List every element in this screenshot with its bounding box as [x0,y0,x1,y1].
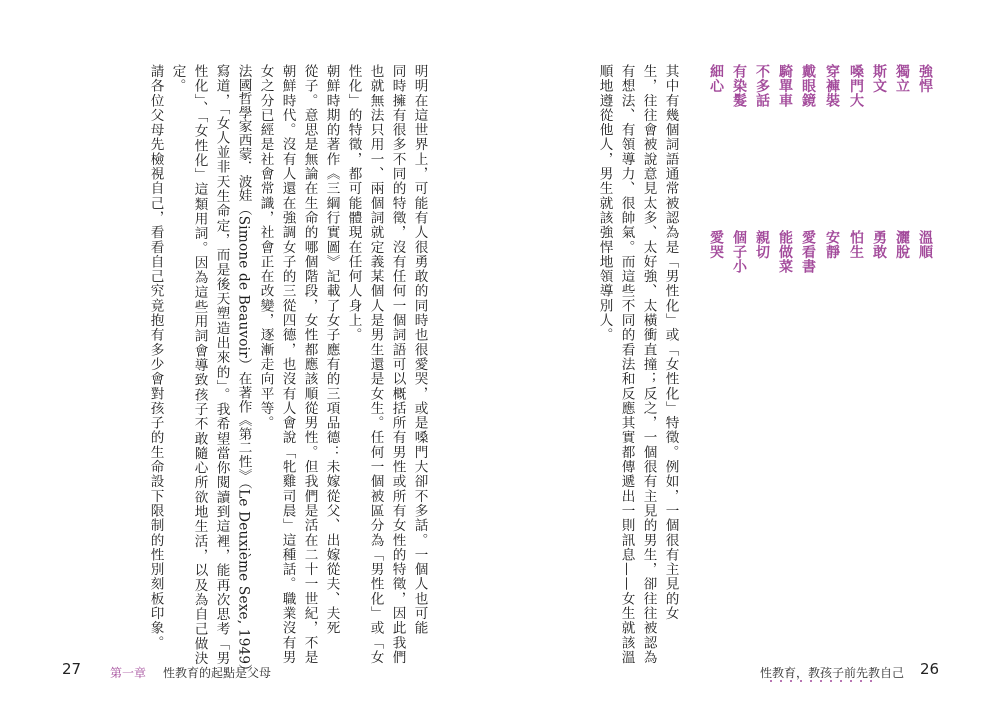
term-masculine-4: 嗓門大 [848,64,864,108]
term-feminine-8: 親切 [754,230,770,259]
term-feminine-5: 安靜 [824,230,840,259]
left-text-line-2: 同時擁有很多不同的特徵，沒有任何一個詞語可以概括所有男性或所有女性的特徵，因此我們 [389,64,406,665]
left-text-line-6: 從子。意思是無論在生命的哪個階段，女性都應該順從男性。但我們是活在二十一世紀，不是 [301,64,318,665]
term-masculine-3: 斯文 [871,64,887,93]
term-feminine-9: 個子小 [731,230,747,274]
term-masculine-6: 戴眼鏡 [800,64,816,108]
left-text-line-8: 女之分已經是社會常識，社會正在改變，逐漸走向平等。 [257,64,274,431]
term-feminine-4: 怕生 [848,230,864,259]
chapter-title: 性教育的起點是父母 [163,666,272,680]
term-feminine-1: 溫順 [917,230,933,259]
left-text-line-13: 請各位父母先檢視自己，看看自己究竟抱有多少會對孩子的生命設下限制的性別刻板印象。 [147,64,164,650]
left-text-line-7: 朝鮮時代。沒有人還在強調女子的三從四德，也沒有人會說「牝雞司晨」這種話。職業沒有男 [279,64,296,665]
term-masculine-5: 穿褲裝 [824,64,840,108]
decorative-dots [770,680,872,682]
running-header-title: 性教育，教孩子前先教自己 [760,666,905,680]
right-text-line-1: 其中有幾個詞語通常被認為是「男性化」或「女性化」特徵。例如，一個很有主見的女 [662,64,679,621]
term-feminine-3: 勇敢 [871,230,887,259]
right-text-line-3: 有想法、有領導力、很帥氣。而這些不同的看法和反應其實都傳遞出一則訊息——女生就該溫 [618,64,635,665]
term-masculine-10: 細心 [708,64,724,93]
left-text-line-11: 性化」、「女性化」這類用詞。因為這些用詞會導致孩子不敢隨心所欲地生活，以及為自己做決 [191,64,208,666]
term-feminine-10: 愛哭 [708,230,724,259]
term-feminine-6: 愛看書 [800,230,816,274]
term-masculine-7: 騎單車 [777,64,793,108]
term-feminine-7: 能做菜 [777,230,793,274]
left-text-line-1: 明明在這世界上，可能有人很勇敢的同時也很愛哭，或是嗓門大卻不多話。一個人也可能 [411,64,428,636]
page-number-left: 27 [62,660,82,678]
term-masculine-8: 不多話 [754,64,770,108]
page-number-right: 26 [920,660,940,678]
left-text-line-5: 朝鮮時期的著作《三綱行實圖》記載了女子應有的三項品德：未嫁從父、出嫁從夫、夫死 [323,64,340,636]
left-text-line-4: 性化」的特徵，都可能體現在任何人身上。 [345,64,362,343]
term-masculine-2: 獨立 [894,64,910,93]
chapter-label: 第一章 [110,666,147,680]
right-text-line-2: 生，往往會被說意見太多、太好強、太橫衝直撞；反之，一個很有主見的男生，卻往往被認為 [640,64,657,665]
left-text-line-9: 法國哲學家西蒙．波娃（Simone de Beauvoir）在著作《第二性》（Le Deuxième Sexe, 1949） [235,64,252,679]
right-text-line-4: 順地遵從他人，男生就該強悍地領導別人。 [596,64,613,343]
term-masculine-1: 強悍 [917,64,933,93]
left-text-line-12: 定。 [169,64,186,94]
left-text-line-3: 也就無法只用一、兩個詞就定義某個人是男生還是女生。任何一個被區分為「男性化」或「女 [367,64,384,665]
term-masculine-9: 有染髮 [731,64,747,108]
left-text-line-10: 寫道，「女人並非天生命定，而是後天塑造出來的」。我希望當你閱讀到這裡，能再次思考「男 [213,64,230,666]
term-feminine-2: 灑脫 [894,230,910,259]
